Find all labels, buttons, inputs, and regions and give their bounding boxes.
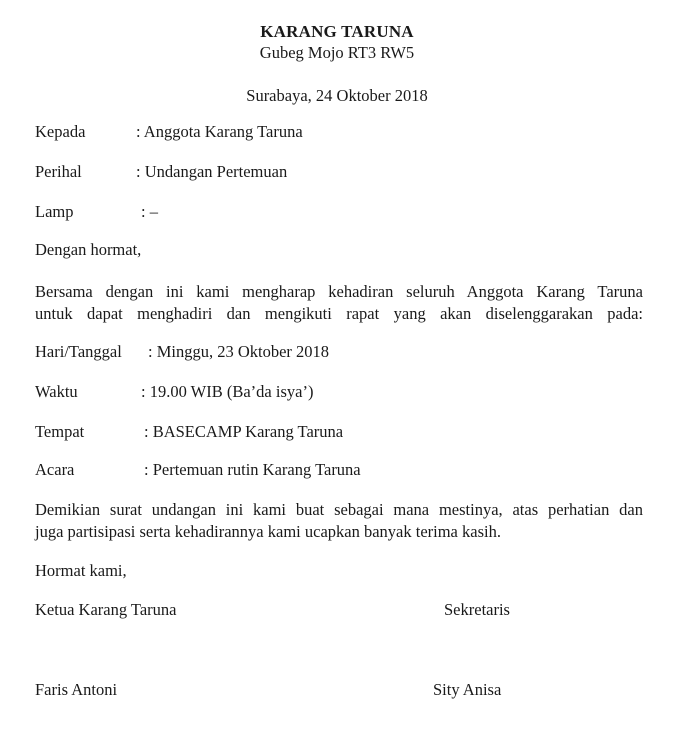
ketua-role: Ketua Karang Taruna [35,600,177,619]
waktu-label: Waktu [35,382,78,401]
kepada-label: Kepada [35,122,86,141]
sekretaris-name: Sity Anisa [433,680,502,699]
acara-value: : Pertemuan rutin Karang Taruna [144,460,361,479]
hari-tanggal-value: : Minggu, 23 Oktober 2018 [148,342,330,361]
ketua-name: Faris Antoni [35,680,118,699]
body-paragraph-line-2: untuk dapat menghadiri dan mengikuti rapat yang akan diselenggarakan pada: [35,304,643,323]
body-paragraph-line-1: Bersama dengan ini kami mengharap kehadiran seluruh Anggota Karang Taruna [35,282,643,301]
tempat-value: : BASECAMP Karang Taruna [144,422,344,441]
waktu-value: : 19.00 WIB (Ba’da isya’) [141,382,314,401]
kepada-value: : Anggota Karang Taruna [136,122,303,141]
perihal-label: Perihal [35,162,82,181]
closing-paragraph-line-1: Demikian surat undangan ini kami buat sebagai mana mestinya, atas perhatian dan [35,500,643,519]
lamp-value: : – [141,202,158,221]
place-date: Surabaya, 24 Oktober 2018 [246,86,428,105]
acara-label: Acara [35,460,75,479]
organization-title: KARANG TARUNA [260,22,414,41]
closing-paragraph-line-2: juga partisipasi serta kehadirannya kami ucapkan banyak terima kasih. [35,522,501,541]
sekretaris-role: Sekretaris [444,600,510,619]
hari-tanggal-label: Hari/Tanggal [35,342,122,361]
tempat-label: Tempat [35,422,85,441]
lamp-label: Lamp [35,202,74,221]
organization-address: Gubeg Mojo RT3 RW5 [259,43,415,62]
perihal-value: : Undangan Pertemuan [136,162,288,181]
hormat-kami: Hormat kami, [35,561,127,580]
greeting: Dengan hormat, [35,240,142,259]
